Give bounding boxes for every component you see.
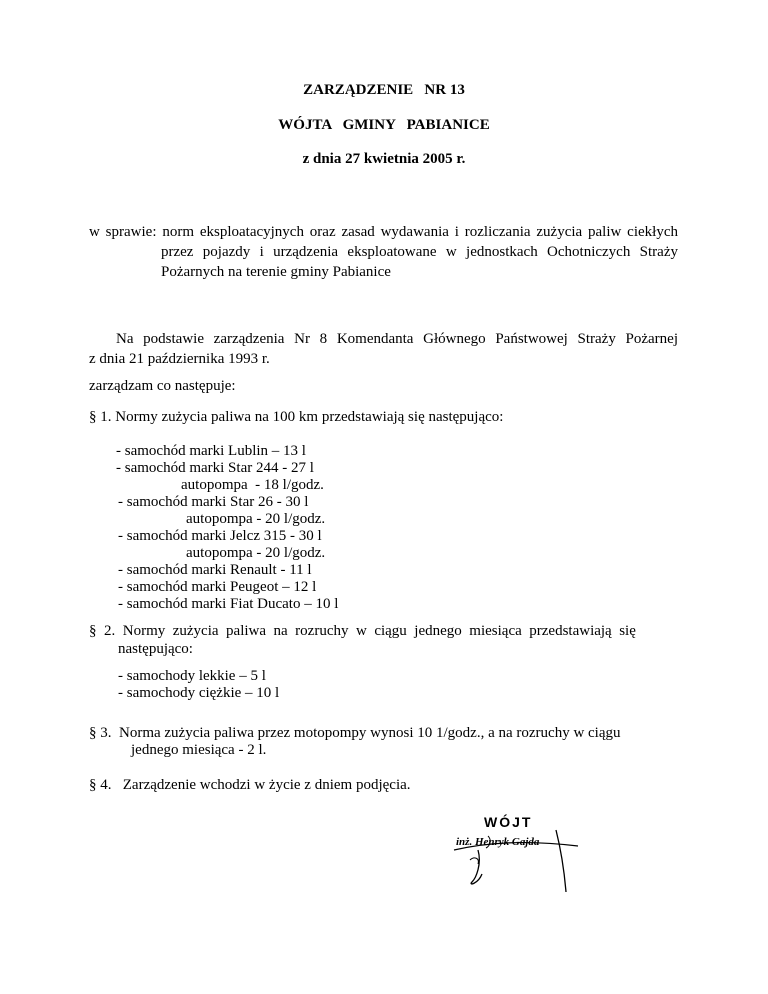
order-intro: zarządzam co następuje: [89,378,236,394]
stamp-title: WÓJT [484,814,533,830]
signature-stamp [448,806,588,896]
section-3-line-2: jednego miesiąca - 2 l. [131,742,267,758]
issuing-authority: WÓJTA GMINY PABIANICE [278,117,490,133]
section-2-line-2: następująco: [118,641,193,657]
section-3-line-1: § 3. Norma zużycia paliwa przez motopompy wynosi 10 1/godz., a na rozruchy w ciągu [89,725,621,741]
list-item: autopompa - 20 l/godz. [186,511,326,527]
section-2-line-1: § 2. Normy zużycia paliwa na rozruchy w ciągu jednego miesiąca przedstawiają się [89,623,636,639]
list-item: autopompa - 20 l/godz. [186,545,326,561]
handwritten-signature [448,806,588,896]
document-date: z dnia 27 kwietnia 2005 r. [302,151,466,167]
document-title: ZARZĄDZENIE NR 13 [303,82,465,98]
list-item: - samochody lekkie – 5 l [118,668,266,684]
list-item: - samochód marki Renault - 11 l [118,562,312,578]
stamp-name: inż. Henryk Gajda [456,836,540,848]
subject-line-3: Pożarnych na terenie gminy Pabianice [161,264,391,280]
list-item: - samochód marki Jelcz 315 - 30 l [118,528,322,544]
section-4: § 4. Zarządzenie wchodzi w życie z dniem podjęcia. [89,777,411,793]
list-item: autopompa - 18 l/godz. [181,477,324,493]
list-item: - samochód marki Fiat Ducato – 10 l [118,596,339,612]
subject-line-2: przez pojazdy i urządzenia eksploatowane w jednostkach Ochotniczych Straży [161,244,678,260]
subject-line-1: w sprawie: norm eksploatacyjnych oraz zasad wydawania i rozliczania zużycia paliw ciekłych [89,224,678,240]
list-item: - samochód marki Star 244 - 27 l [116,460,314,476]
list-item: - samochód marki Peugeot – 12 l [118,579,317,595]
list-item: - samochód marki Star 26 - 30 l [118,494,309,510]
basis-line-2: z dnia 21 października 1993 r. [89,351,270,367]
basis-line-1: Na podstawie zarządzenia Nr 8 Komendanta Głównego Państwowej Straży Pożarnej [116,331,678,347]
list-item: - samochody ciężkie – 10 l [118,685,280,701]
section-1-heading: § 1. Normy zużycia paliwa na 100 km przedstawiają się następująco: [89,409,504,425]
list-item: - samochód marki Lublin – 13 l [116,443,306,459]
